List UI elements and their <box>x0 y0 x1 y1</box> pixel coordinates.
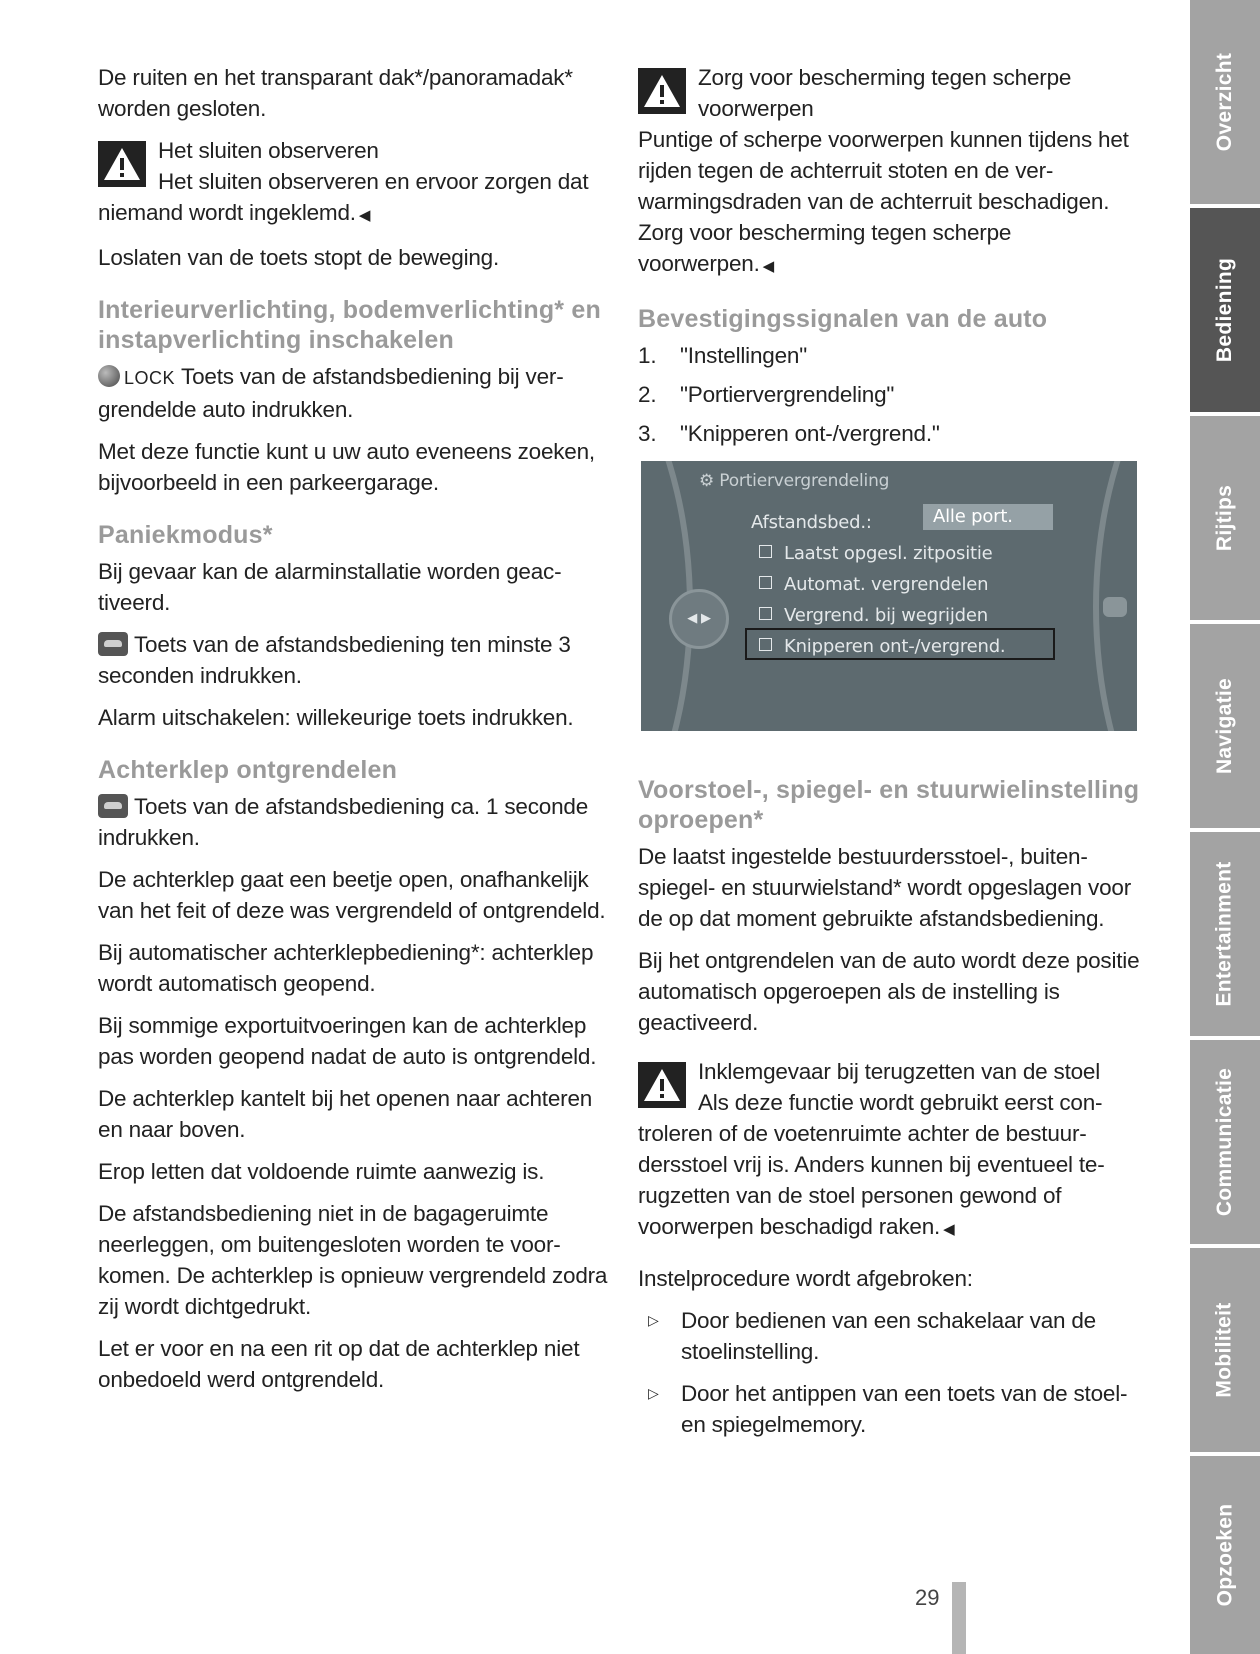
paragraph: Bij sommige exportuitvoeringen kan de achterklep pas worden geopend nadat de auto is ontgrendeld. <box>98 1013 597 1069</box>
tab-overzicht[interactable]: Overzicht <box>1190 0 1260 204</box>
screen-value: Alle port. <box>923 504 1053 530</box>
paragraph: Loslaten van de toets stopt de beweging. <box>98 245 500 270</box>
tab-rijtips[interactable]: Rijtips <box>1190 416 1260 620</box>
tailgate-key-icon <box>98 632 128 656</box>
end-mark-icon: ◀ <box>358 207 371 224</box>
screen-option: Knipperen ont-/vergrend. <box>759 631 1005 662</box>
screen-title: ⚙ Portiervergrendeling <box>699 471 890 491</box>
bullet-list <box>638 1305 1143 1440</box>
warning-icon <box>638 1062 686 1108</box>
paragraph: De afstandsbediening niet in de bagageruimte neerleggen, om buitengesloten worden te voorkomen. De achterklep is opnieuw vergrendeld zodra zij wordt dichtgedrukt. <box>98 1201 608 1319</box>
right-column <box>638 62 1143 1451</box>
triangle-bullet-icon: ▷ <box>648 1312 659 1328</box>
checkbox-icon <box>759 607 772 620</box>
list-item: 2. "Portiervergrendeling" <box>638 382 895 407</box>
end-mark-icon: ◀ <box>943 1221 955 1238</box>
controller-knob-icon: ◀ ▶ <box>669 589 729 649</box>
list-item: 1. "Instellingen" <box>638 343 808 368</box>
tab-navigatie[interactable]: Navigatie <box>1190 624 1260 828</box>
list-item: ▷ Door het antippen van een toets van de stoel- en spiegelmemory. <box>638 1378 1143 1440</box>
list-item: 3. "Knipperen ont-/vergrend." <box>638 421 940 446</box>
warning-title: Zorg voor bescherming tegen scherpe voorwerpen <box>698 65 1072 121</box>
left-column <box>98 62 608 1406</box>
lock-button-icon <box>98 365 120 387</box>
idrive-screen-image <box>641 461 1137 731</box>
section-heading: Paniekmodus* <box>98 521 273 549</box>
page-marker-bar <box>952 1582 966 1654</box>
warning-block <box>638 1056 1143 1245</box>
warning-icon <box>98 141 146 187</box>
list-item: ▷ Door bedienen van een schakelaar van de stoelinstelling. <box>638 1305 1143 1367</box>
tab-entertainment[interactable]: Entertainment <box>1190 832 1260 1036</box>
warning-block <box>98 135 608 231</box>
numbered-list <box>638 340 1143 449</box>
paragraph: De achterklep kantelt bij het openen naar achteren en naar boven. <box>98 1086 593 1142</box>
section-heading: Bevestigingssignalen van de auto <box>638 305 1048 333</box>
paragraph: Bij automatischer achterklepbediening*: achterklep wordt automatisch geopend. <box>98 940 594 996</box>
page-number: 29 <box>915 1585 940 1610</box>
screen-option: Vergrend. bij wegrijden <box>759 600 988 631</box>
end-mark-icon: ◀ <box>762 258 774 275</box>
warning-title: Het sluiten observeren <box>158 138 379 163</box>
tab-bediening[interactable]: Bediening <box>1190 208 1260 412</box>
paragraph: Let er voor en na een rit op dat de achterklep niet onbedoeld werd ontgrendeld. <box>98 1336 580 1392</box>
side-knob-icon <box>1103 597 1127 617</box>
tab-mobiliteit[interactable]: Mobiliteit <box>1190 1248 1260 1452</box>
paragraph: LOCK Toets van de afstandsbediening bij vergrendelde auto indrukken. <box>98 364 564 422</box>
paragraph: De laatst ingestelde bestuurdersstoel-, buitenspiegel- en stuurwielstand* wordt opgeslagen voor de op dat moment gebruikte afstandsbediening. <box>638 844 1132 931</box>
paragraph: Bij het ontgrendelen van de auto wordt deze positie automatisch opgeroepen als de instelling is geactiveerd. <box>638 948 1140 1035</box>
tab-communicatie[interactable]: Communicatie <box>1190 1040 1260 1244</box>
warning-block <box>638 62 1143 282</box>
chapter-tabs <box>1190 0 1260 1654</box>
warning-text: Het sluiten observeren en ervoor zorgen dat niemand wordt ingeklemd. <box>98 169 589 225</box>
screen-option: Laatst opgesl. zitpositie <box>759 538 993 569</box>
paragraph: Bij gevaar kan de alarminstallatie worden geactiveerd. <box>98 559 562 615</box>
lock-label: LOCK <box>124 368 176 388</box>
paragraph: Instelprocedure wordt afgebroken: <box>638 1266 973 1291</box>
screen-label: Afstandsbed.: <box>751 512 872 533</box>
triangle-bullet-icon: ▷ <box>648 1385 659 1401</box>
settings-icon: ⚙ <box>699 471 715 491</box>
paragraph: Toets van de afstandsbediening ca. 1 seconde indrukken. <box>98 794 589 850</box>
paragraph: De ruiten en het transparant dak*/panoramadak* worden gesloten. <box>98 65 573 121</box>
warning-icon <box>638 68 686 114</box>
checkbox-icon <box>759 545 772 558</box>
selection-highlight <box>745 628 1055 660</box>
warning-title: Inklemgevaar bij terugzetten van de stoel <box>698 1059 1101 1084</box>
checkbox-icon <box>759 576 772 589</box>
tab-opzoeken[interactable]: Opzoeken <box>1190 1456 1260 1654</box>
warning-text: Puntige of scherpe voorwerpen kunnen tijdens het rijden tegen de achterruit stoten en de verwarmingsdraden van de achterruit beschadigen. Zorg voor bescherming tegen scherpe voorwerpen. <box>638 127 1129 276</box>
paragraph: Erop letten dat voldoende ruimte aanwezig is. <box>98 1159 545 1184</box>
screen-option: Automat. vergrendelen <box>759 569 988 600</box>
section-heading: Achterklep ontgrendelen <box>98 756 398 784</box>
paragraph: Met deze functie kunt u uw auto eveneens zoeken, bijvoorbeeld in een parkeergarage. <box>98 439 595 495</box>
paragraph: De achterklep gaat een beetje open, onafhankelijk van het feit of deze was vergrendeld of ontgrendeld. <box>98 867 606 923</box>
paragraph: Toets van de afstandsbediening ten minste 3 seconden indrukken. <box>98 632 571 688</box>
section-heading: Voorstoel-, spiegel- en stuurwielinstelling oproepen* <box>638 776 1140 834</box>
paragraph: Alarm uitschakelen: willekeurige toets indrukken. <box>98 705 574 730</box>
section-heading: Interieurverlichting, bodemverlichting* en instapverlichting inschakelen <box>98 296 601 354</box>
tailgate-key-icon <box>98 794 128 818</box>
warning-text: Als deze functie wordt gebruikt eerst controleren of de voetenruimte achter de bestuurdersstoel vrij is. Anders kunnen bij eventueel terugzetten van de stoel personen gewond of voorwerpen beschadigd raken. <box>638 1090 1105 1239</box>
